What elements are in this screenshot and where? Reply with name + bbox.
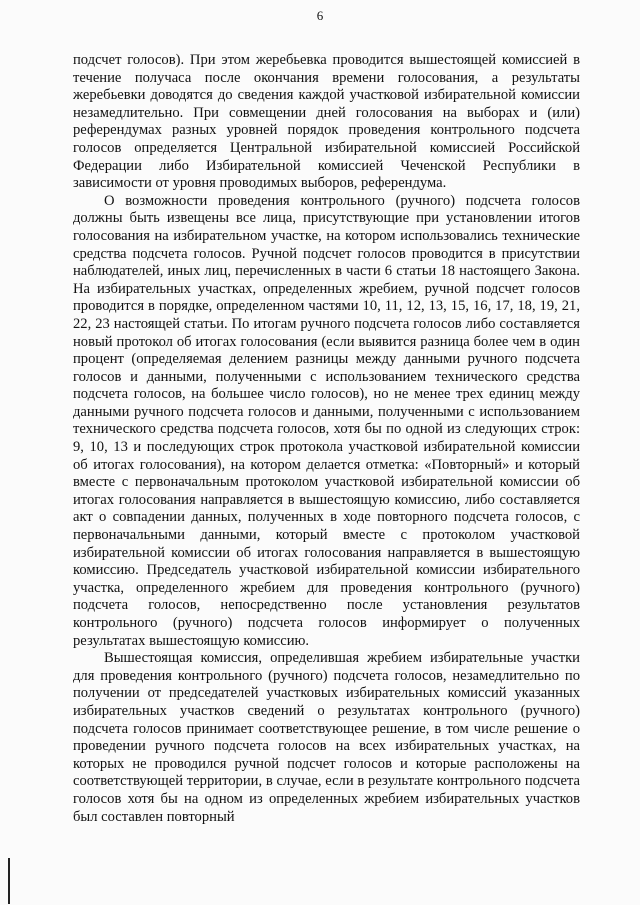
page-number: 6 [316, 8, 324, 23]
body-text [73, 52, 580, 826]
scan-edge-mark [8, 858, 10, 904]
paragraph-3: Вышестоящая комиссия, определившая жребием избирательные участки для проведения контрольного (ручного) подсчета голосов, незамедлительно по получении от председателей участковых избирательных комиссий указанных избирательных участков сведений о результатах контрольного (ручного) подсчета голосов принимает соответствующее решение, в том числе решение о проведении ручного подсчета голосов на всех избирательных участках, на которых не проводился ручной подсчет голосов и которые расположены на соответствующей территории, в случае, если в результате контрольного подсчета голосов хотя бы на одном из определенных жребием избирательных участков был составлен повторный [73, 650, 580, 825]
paragraph-2: О возможности проведения контрольного (ручного) подсчета голосов должны быть извещены все лица, присутствующие при установлении итогов голосования на избирательном участке, на котором использовались технические средства подсчета голосов. Ручной подсчет голосов проводится в присутствии наблюдателей, иных лиц, перечисленных в части 6 статьи 18 настоящего Закона. На избирательных участках, определенных жребием, ручной подсчет голосов проводится в порядке, определенном частями 10, 11, 12, 13, 15, 16, 17, 18, 19, 21, 22, 23 настоящей статьи. По итогам ручного подсчета голосов либо составляется новый протокол об итогах голосования (если выявится разница более чем в один процент (определяемая делением разницы между данными ручного подсчета голосов и данными, полученными с использованием технического средства подсчета голосов, на большее число голосов), но не менее трех единиц между данными ручного подсчета голосов и данными, полученными с использованием технического средства подсчета голосов, хотя бы по одной из следующих строк: 9, 10, 13 и последующих строк протокола участковой избирательной комиссии об итогах голосования), на котором делается отметка: «Повторный» и который вместе с первоначальным протоколом участковой избирательной комиссии об итогах голосования направляется в вышестоящую комиссию, либо составляется акт о совпадении данных, полученных в ходе повторного подсчета голосов, с первоначальными данными, который вместе с протоколом участковой избирательной комиссии об итогах голосования направляется в вышестоящую комиссию. Председатель участковой избирательной комиссии избирательного участка, определенного жребием для проведения контрольного (ручного) подсчета голосов, непосредственно после установления результатов контрольного (ручного) подсчета голосов информирует о полученных результатах вышестоящую комиссию. [73, 192, 580, 649]
paragraph-1: подсчет голосов). При этом жеребьевка проводится вышестоящей комиссией в течение получаса после окончания времени голосования, а результаты жеребьевки доводятся до сведения каждой участковой избирательной комиссии незамедлительно. При совмещении дней голосования на выборах и (или) референдумах разных уровней порядок проведения контрольного подсчета голосов определяется Центральной избирательной комиссией Российской Федерации либо Избирательной комиссией Чеченской Республики в зависимости от уровня проводимых выборов, референдума. [73, 52, 580, 192]
